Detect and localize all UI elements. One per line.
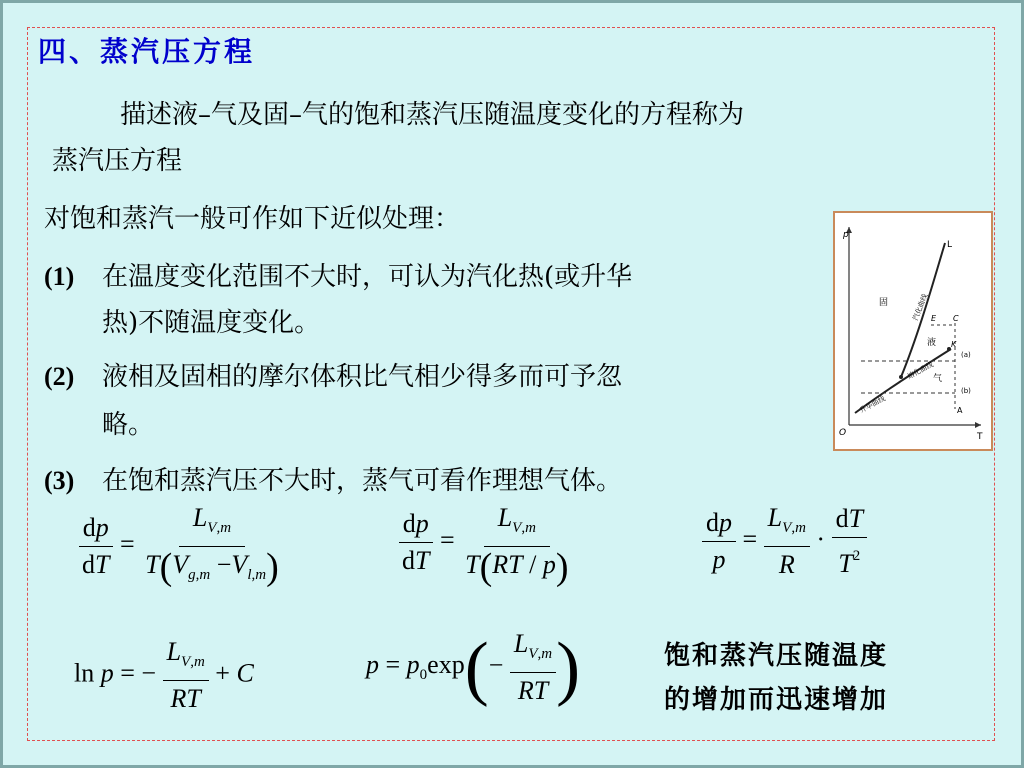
item-1-number: (1)	[44, 262, 75, 291]
label-a: A	[957, 406, 963, 415]
approx-title: 对饱和蒸汽一般可作如下近似处理：	[44, 204, 461, 234]
intro-line-1: 描述液–气及固–气的饱和蒸汽压随温度变化的方程称为	[120, 100, 745, 130]
t-axis-arrow	[975, 422, 981, 428]
label-isobar-a: (a)	[961, 351, 971, 359]
label-l: L	[947, 240, 953, 250]
label-k: K	[951, 340, 957, 349]
item-2-number: (2)	[44, 362, 75, 391]
liquid-region-label: 液	[927, 338, 937, 348]
solid-region-label: 固	[879, 298, 889, 308]
item-2-line-2: 略。	[102, 410, 155, 440]
item-2-line-1: 液相及固相的摩尔体积比气相少得多而可予忽	[102, 362, 623, 392]
p-axis-label: p	[843, 230, 849, 240]
equation-clausius-clapeyron: $\frac{dp}{p}$ = $\frac{L_{V,m}}{R}$ · $\frac{dT}{T^2}$	[702, 500, 867, 583]
equation-exponential: $p = p_0\exp(-$ $\frac{L_{V,m}}{RT}$ )	[366, 627, 581, 708]
label-c: C	[953, 314, 959, 323]
label-e: E	[931, 314, 937, 323]
item-3-number: (3)	[44, 466, 75, 495]
note-line-1: 饱和蒸汽压随温度	[664, 641, 889, 671]
item-3-line-1: 在饱和蒸汽压不大时，蒸气可看作理想气体。	[102, 466, 623, 496]
t-axis-label: T	[977, 432, 983, 442]
origin-label: O	[839, 428, 847, 438]
intro-line-2: 蒸汽压方程	[52, 146, 183, 176]
equation-ideal-gas-approx: $\frac{dp}{dT}$ = $\frac{L_{V,m}}{T(RT / p)}$	[398, 500, 573, 585]
phase-diagram-figure	[833, 211, 993, 451]
item-1-line-1: 在温度变化范围不大时，可认为汽化热(或升华	[102, 262, 633, 292]
triple-point	[899, 375, 903, 379]
equation-ln-p: ln p = − $\frac{L_{V,m}}{RT}$ + C	[74, 634, 254, 717]
section-heading: 四、蒸汽压方程	[38, 35, 256, 68]
gas-region-label: 气	[933, 374, 943, 384]
label-isobar-b: (b)	[961, 387, 971, 395]
equation-clapeyron: $\frac{dp}{dT}$ = $\frac{L_{V,m}}{T(V_{g,m} -V_{l,m})}$	[78, 500, 283, 593]
melting-curve-label: 汽化曲线	[911, 292, 930, 322]
item-1-line-2: 热)不随温度变化。	[102, 308, 321, 338]
phase-diagram	[835, 213, 991, 449]
sublimation-curve-label: 升华曲线	[858, 394, 887, 415]
note-line-2: 的增加而迅速增加	[664, 685, 889, 715]
vaporization-curve-label: 熔化曲线	[906, 360, 935, 381]
